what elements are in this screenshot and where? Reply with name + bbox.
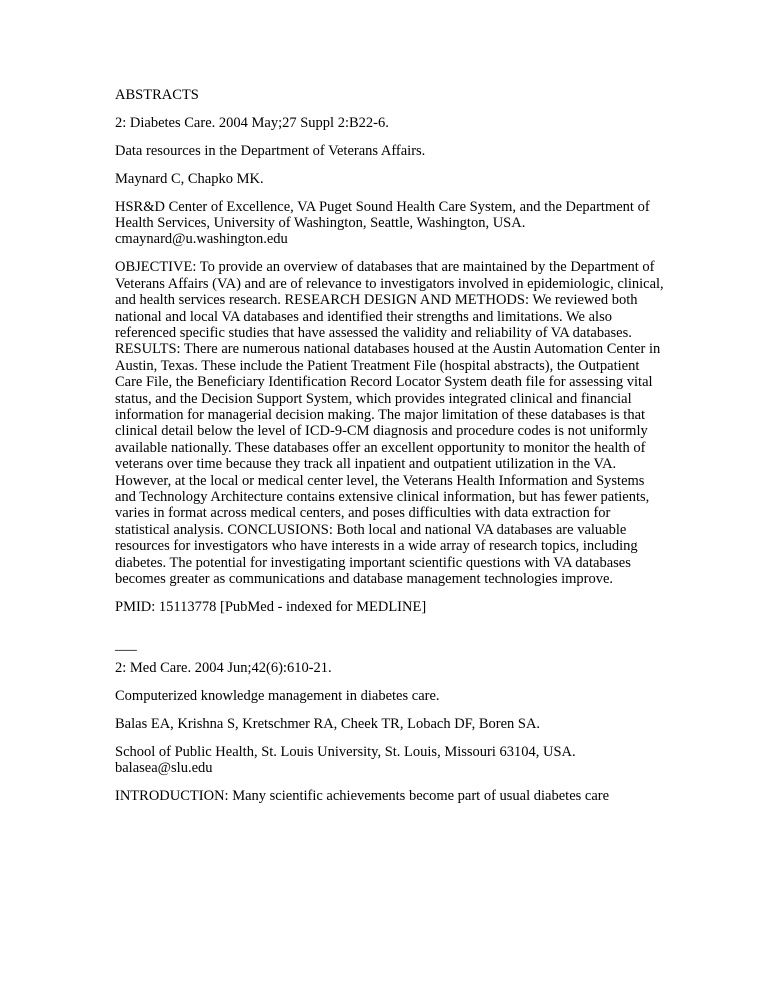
- authors-line: Maynard C, Chapko MK.: [115, 170, 264, 187]
- pmid-line: PMID: 15113778 [PubMed - indexed for MEDLINE]: [115, 598, 427, 615]
- citation-line: 2: Diabetes Care. 2004 May;27 Suppl 2:B22-6.: [115, 114, 389, 131]
- affiliation-paragraph: HSR&D Center of Excellence, VA Puget Sound Health Care System, and the Department of Health Services, University of Washington, Seattle, Washington, USA. cmaynard@u.washington.edu: [115, 198, 654, 248]
- affiliation-paragraph: School of Public Health, St. Louis University, St. Louis, Missouri 63104, USA. balasea@slu.edu: [115, 743, 580, 776]
- abstract-paragraph: OBJECTIVE: To provide an overview of databases that are maintained by the Department of Veterans Affairs (VA) and are of relevance to investigators involved in epidemiologic, clinical, and health services research. RESEARCH DESIGN AND METHODS: We reviewed both national and local VA databases and identified their strengths and limitations. We also referenced specific studies that have assessed the validity and reliability of VA databases. RESULTS: There are numerous national databases housed at the Austin Automation Center in Austin, Texas. These include the Patient Treatment File (hospital abstracts), the Outpatient Care File, the Beneficiary Identification Record Locator System death file for assessing vital status, and the Decision Support System, which provides integrated clinical and financial information for managerial decision making. The major limitation of these databases is that clinical detail below the level of ICD-9-CM diagnosis and procedure codes is not uniformly available nationally. These databases offer an excellent opportunity to monitor the health of veterans over time because they track all inpatient and outpatient utilization in the VA. However, at the local or medical center level, the Veterans Health Information and Systems and Technology Architecture contains extensive clinical information, but has fewer patients, varies in format across medical centers, and poses difficulties with data extraction for statistical analysis. CONCLUSIONS: Both local and national VA databases are valuable resources for investigators who have interests in a wide array of research topics, including diabetes. The potential for investigating important scientific questions with VA databases becomes greater as communications and database management technologies improve.: [115, 259, 668, 588]
- document-heading: ABSTRACTS: [115, 87, 199, 103]
- authors-line: Balas EA, Krishna S, Kretschmer RA, Cheek TR, Lobach DF, Boren SA.: [115, 715, 541, 732]
- document-page: [115, 87, 668, 816]
- article-title: Computerized knowledge management in diabetes care.: [115, 687, 440, 704]
- citation-line: 2: Med Care. 2004 Jun;42(6):610-21.: [115, 659, 332, 676]
- abstract-paragraph: INTRODUCTION: Many scientific achievements become part of usual diabetes care: [115, 787, 610, 804]
- abstract-separator: ___: [115, 637, 137, 654]
- article-title: Data resources in the Department of Veterans Affairs.: [115, 142, 426, 159]
